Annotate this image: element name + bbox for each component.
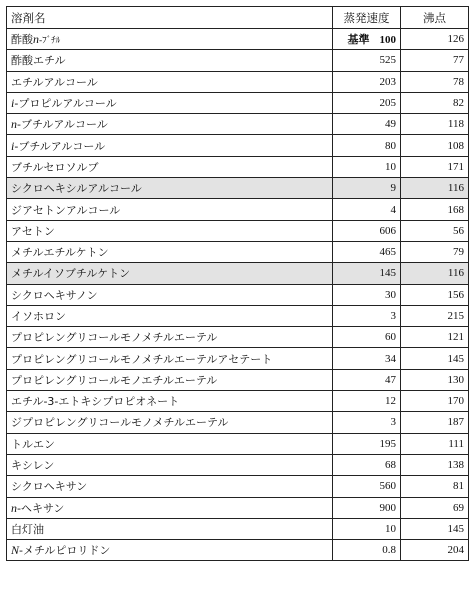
solvent-name: ブチルセロソルブ [11, 160, 99, 174]
solvent-name-cell [7, 518, 333, 539]
table-row [7, 284, 469, 305]
solvent-name: -プロピルアルコール [14, 97, 117, 111]
solvent-name-cell [7, 135, 333, 156]
boiling-point-cell: 126 [401, 29, 469, 50]
boiling-point-cell: 77 [401, 50, 469, 71]
evaporation-rate-cell [333, 29, 401, 50]
table-row [7, 433, 469, 454]
evaporation-rate-cell: 195 [333, 433, 401, 454]
table-body [7, 29, 469, 561]
table-row [7, 92, 469, 113]
table-row [7, 263, 469, 284]
table-row [7, 305, 469, 326]
solvent-name: エチルアルコール [11, 75, 98, 89]
table-row [7, 220, 469, 241]
evaporation-rate-cell: 465 [333, 241, 401, 262]
solvent-name: キシレン [11, 459, 55, 473]
solvent-name-main: 酢酸 [11, 33, 33, 47]
evaporation-rate-cell: 34 [333, 348, 401, 369]
evaporation-rate-cell: 68 [333, 454, 401, 475]
solvent-name: メチルエチルケトン [11, 246, 109, 260]
solvent-name: プロピレングリコールモノメチルエーテル [11, 331, 218, 345]
boiling-point-cell: 111 [401, 433, 469, 454]
solvent-name-cell [7, 29, 333, 50]
solvent-name-cell [7, 369, 333, 390]
table-row [7, 135, 469, 156]
evaporation-rate-cell: 145 [333, 263, 401, 284]
table-row [7, 178, 469, 199]
solvent-name-cell [7, 391, 333, 412]
boiling-point-cell: 116 [401, 178, 469, 199]
boiling-point-cell: 81 [401, 476, 469, 497]
evaporation-rate-cell: 12 [333, 391, 401, 412]
solvent-name: エチル-3-エトキシプロピオネート [11, 395, 180, 409]
table-row [7, 114, 469, 135]
boiling-point-cell: 108 [401, 135, 469, 156]
solvent-name: プロピレングリコールモノメチルエーテルアセテート [11, 352, 273, 366]
solvent-name-prefix: n [11, 117, 17, 132]
solvent-name-cell [7, 263, 333, 284]
evaporation-rate-cell: 10 [333, 518, 401, 539]
table-row [7, 71, 469, 92]
evaporation-rate-cell: 60 [333, 327, 401, 348]
solvent-name-cell [7, 92, 333, 113]
table-row [7, 476, 469, 497]
solvent-name: メチルイソブチルケトン [11, 267, 131, 281]
table-row [7, 391, 469, 412]
solvent-name-cell [7, 199, 333, 220]
evaporation-rate-cell: 49 [333, 114, 401, 135]
boiling-point-cell: 156 [401, 284, 469, 305]
solvent-name-cell [7, 540, 333, 561]
table-row [7, 348, 469, 369]
solvent-name: プロピレングリコールモノエチルエーテル [11, 373, 218, 387]
evaporation-rate-cell: 900 [333, 497, 401, 518]
header-row [7, 7, 469, 29]
evaporation-rate-cell: 525 [333, 50, 401, 71]
solvent-name-cell [7, 220, 333, 241]
solvent-name-prefix: i [11, 96, 15, 111]
solvent-name: シクロヘキサン [11, 480, 88, 494]
evaporation-rate-cell: 560 [333, 476, 401, 497]
evaporation-rate-cell: 30 [333, 284, 401, 305]
boiling-point-cell: 82 [401, 92, 469, 113]
solvent-name-cell [7, 476, 333, 497]
solvent-name: シクロヘキシルアルコール [11, 182, 142, 196]
boiling-point-cell: 56 [401, 220, 469, 241]
boiling-point-cell: 145 [401, 518, 469, 539]
solvent-name-cell [7, 497, 333, 518]
boiling-point-cell: 170 [401, 391, 469, 412]
solvent-name: ジプロピレングリコールモノメチルエーテル [11, 416, 229, 430]
solvent-name-cell [7, 454, 333, 475]
table-row [7, 518, 469, 539]
evaporation-rate-cell: 3 [333, 305, 401, 326]
table-row [7, 412, 469, 433]
solvent-name: ジアセトンアルコール [11, 203, 121, 217]
boiling-point-cell: 187 [401, 412, 469, 433]
boiling-point-cell: 118 [401, 114, 469, 135]
solvent-name-cell [7, 71, 333, 92]
solvent-name: -ブチルアルコール [14, 139, 106, 153]
solvent-name: -メチルピロリドン [19, 544, 111, 558]
solvent-name: アセトン [11, 224, 55, 238]
boiling-point-cell: 138 [401, 454, 469, 475]
evaporation-rate-cell: 4 [333, 199, 401, 220]
table-row [7, 327, 469, 348]
solvent-name-cell [7, 433, 333, 454]
evaporation-rate-cell: 606 [333, 220, 401, 241]
table-row [7, 497, 469, 518]
solvent-name-cell [7, 114, 333, 135]
solvent-name-cell [7, 348, 333, 369]
solvent-name-prefix: n [11, 500, 17, 515]
boiling-point-cell: 145 [401, 348, 469, 369]
solvent-name-cell [7, 156, 333, 177]
evaporation-rate-cell: 10 [333, 156, 401, 177]
evaporation-rate-cell: 205 [333, 92, 401, 113]
solvent-name-cell [7, 412, 333, 433]
solvent-name-suffix: -ﾌﾞﾁﾙ [39, 36, 61, 47]
reference-label: 基準 [347, 34, 370, 47]
header-boiling-point: 沸点 [401, 7, 469, 29]
evaporation-rate-cell: 9 [333, 178, 401, 199]
evaporation-rate-cell: 203 [333, 71, 401, 92]
solvent-name: -ヘキサン [17, 501, 65, 515]
evaporation-rate-cell: 0.8 [333, 540, 401, 561]
solvent-name-prefix: n [33, 32, 39, 47]
header-evaporation-rate: 蒸発速度 [333, 7, 401, 29]
header-solvent-name: 溶剤名 [7, 7, 333, 29]
solvent-name-cell [7, 178, 333, 199]
solvent-name-cell [7, 284, 333, 305]
table-row [7, 199, 469, 220]
solvent-name: イソホロン [11, 310, 66, 323]
table-row [7, 540, 469, 561]
boiling-point-cell: 204 [401, 540, 469, 561]
solvent-name: トルエン [11, 437, 55, 451]
boiling-point-cell: 171 [401, 156, 469, 177]
boiling-point-cell: 168 [401, 199, 469, 220]
solvent-name: シクロヘキサノン [11, 288, 98, 302]
table-row-reference [7, 29, 469, 50]
solvent-name: -ブチルアルコール [17, 118, 108, 132]
solvent-name-prefix: N [11, 543, 20, 558]
boiling-point-cell: 78 [401, 71, 469, 92]
boiling-point-cell: 215 [401, 305, 469, 326]
solvent-name-cell [7, 305, 333, 326]
boiling-point-cell: 79 [401, 241, 469, 262]
table-row [7, 50, 469, 71]
solvent-name-cell [7, 50, 333, 71]
solvent-name-cell [7, 241, 333, 262]
table-header [7, 7, 469, 29]
evaporation-rate-cell: 3 [333, 412, 401, 433]
evaporation-rate-cell: 80 [333, 135, 401, 156]
solvent-name-prefix: i [11, 138, 15, 153]
table-row [7, 241, 469, 262]
solvent-name-cell [7, 327, 333, 348]
solvent-name: 白灯油 [11, 522, 44, 536]
solvent-name: 酢酸エチル [11, 54, 66, 68]
table-row [7, 369, 469, 390]
table-row [7, 156, 469, 177]
reference-value: 100 [379, 34, 396, 47]
table-row [7, 454, 469, 475]
solvent-table [6, 6, 469, 561]
boiling-point-cell: 121 [401, 327, 469, 348]
boiling-point-cell: 69 [401, 497, 469, 518]
boiling-point-cell: 116 [401, 263, 469, 284]
evaporation-rate-cell: 47 [333, 369, 401, 390]
boiling-point-cell: 130 [401, 369, 469, 390]
